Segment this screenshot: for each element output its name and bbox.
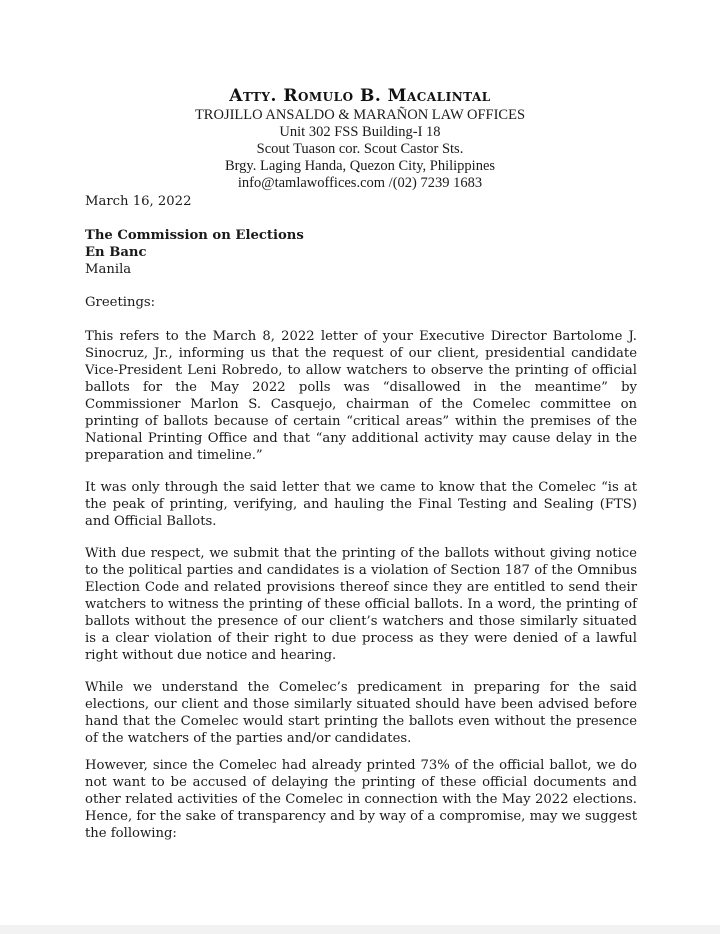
paragraph: While we understand the Comelec’s predicament in preparing for the said elections, our client and those similarly situated should have been advised before hand that the Comelec would start printing the ballots even without the presence of the watchers of the parties and/or candidates. (85, 680, 637, 746)
salutation: Greetings: (85, 295, 156, 310)
letterhead (0, 86, 720, 192)
contact-info: info@tamlawoffices.com /(02) 7239 1683 (237, 175, 483, 191)
sender-name: Atty. Romulo B. Macalintal (229, 86, 491, 106)
paragraph: This refers to the March 8, 2022 letter of your Executive Director Bartolome J. Sinocruz, Jr., informing us that the request of our client, presidential candidate Vice-President Leni Robredo, to allow watchers to observe the printing of official ballots for the May 2022 polls was “disallowed in the meantime” by Commissioner Marlon S. Casquejo, chairman of the Comelec committee on printing of ballots because of certain “critical areas” within the premises of the National Printing Office and that “any additional activity may cause delay in the preparation and timeline.” (85, 329, 637, 463)
paragraph: It was only through the said letter that we came to know that the Comelec “is at the peak of printing, verifying, and hauling the Final Testing and Sealing (FTS) and Official Ballots. (85, 480, 637, 529)
addressee-line-3: Manila (85, 262, 132, 277)
address-line-1: Unit 302 FSS Building-I 18 (279, 124, 441, 140)
paragraph: With due respect, we submit that the printing of the ballots without giving notice to the political parties and candidates is a violation of Section 187 of the Omnibus Election Code and related provisions thereof since they are entitled to send their watchers to witness the printing of these official ballots. In a word, the printing of ballots without the presence of our client’s watchers and those similarly situated is a clear violation of their right to due process as they were denied of a lawful right without due notice and hearing. (85, 546, 637, 663)
address-line-2: Scout Tuason cor. Scout Castor Sts. (256, 141, 464, 157)
addressee-line-1: The Commission on Elections (85, 228, 304, 243)
address-line-3: Brgy. Laging Handa, Quezon City, Philippines (224, 158, 496, 174)
law-firm-name: TROJILLO ANSALDO & MARAÑON LAW OFFICES (194, 107, 526, 123)
addressee-line-2: En Banc (85, 245, 147, 260)
bottom-margin-strip (0, 925, 720, 934)
addressee-block (85, 227, 637, 278)
letter-date: March 16, 2022 (85, 194, 192, 209)
paragraph: However, since the Comelec had already printed 73% of the official ballot, we do not want to be accused of delaying the printing of these official documents and other related activities of the Comelec in connection with the May 2022 elections. Hence, for the sake of transparency and by way of a compromise, may we suggest the following: (85, 758, 637, 841)
